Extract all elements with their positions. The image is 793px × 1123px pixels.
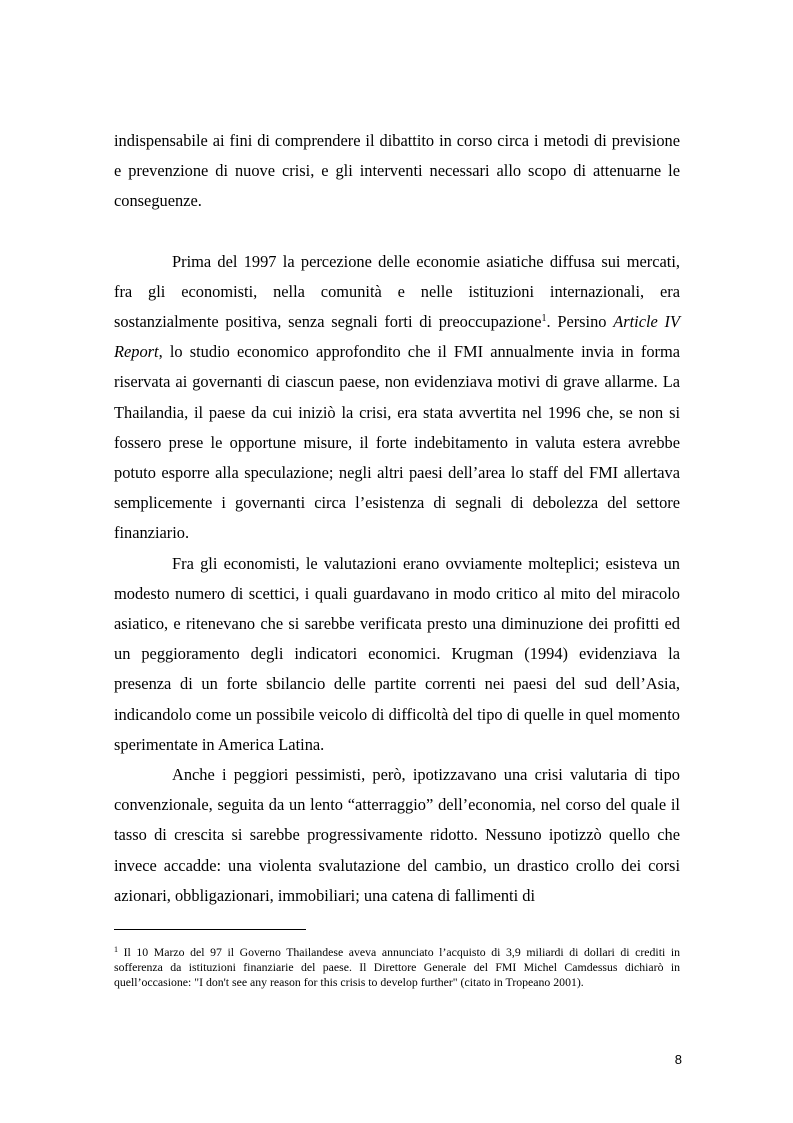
paragraph-asian-economies-perception [114,247,680,549]
page-number: 8 [674,1052,682,1067]
footnote-reference[interactable]: 1 [541,313,547,325]
footnote-separator [114,929,306,930]
report-title-italic: Article IV Report [114,312,680,362]
paragraph-pessimists: Anche i peggiori pessimisti, però, ipotizzavano una crisi valutaria di tipo convenzionale, seguita da un lento “atterraggio” dell’economia, nel corso del quale il tasso di crescita si sarebbe progressivamente ridotto. Nessuno ipotizzò quello che invece accadde: una violenta svalutazione del cambio, un drastico crollo dei corsi azionari, obbligazionari, immobiliari; una catena di fallimenti di [114,765,680,905]
paragraph-economists-views: Fra gli economisti, le valutazioni erano ovviamente molteplici; esisteva un modesto numero di scettici, i quali guardavano in modo critico al mito del miracolo asiatico, e ritenevano che si sarebbe verificata presto una diminuzione dei profitti ed un peggioramento degli indicatori economici. Krugman (1994) evidenziava la presenza di un forte sbilancio delle partite correnti nei paesi del sud dell’Asia, indicandolo come un possibile veicolo di difficoltà del tipo di quelle in quel momento sperimentate in America Latina. [114,553,680,754]
footnote [114,945,680,991]
paragraph-text: Prima del 1997 la percezione delle economie asiatiche diffusa sui mercati, fra gli economisti, nella comunità e nelle istituzioni internazionali, era sostanzialmente positiva, senza segnali forti di preoccupazione [114,251,680,332]
main-text [114,126,680,911]
paragraph-continuation: indispensabile ai fini di comprendere il dibattito in corso circa i metodi di previsione e prevenzione di nuove crisi, e gli interventi necessari allo scopo di attenuarne le conseguenze. [114,131,680,211]
paragraph-text: . Persino [546,312,614,332]
paragraph-text: , lo studio economico approfondito che il FMI annualmente invia in forma riservata ai governanti di ciascun paese, non evidenziava motivi di grave allarme. La Thailandia, il paese da cui iniziò la crisi, era stata avvertita nel 1996 che, se non si fossero prese le opportune misure, il forte indebitamento in valuta estera avrebbe potuto esporre alla speculazione; negli altri paesi dell’area lo staff del FMI allertava semplicemente i governanti circa l’esistenza di segnali di debolezza del settore finanziario. [114,342,680,543]
footnote-number: 1 [114,945,118,954]
footnote-text: Il 10 Marzo del 97 il Governo Thailandese aveva annunciato l’acquisto di 3,9 miliardi di dollari di crediti in sofferenza da istituzioni finanziarie del paese. Il Direttore Generale del FMI Michel Camdessus dichiarò in quell’occasione: "I don't see any reason for this crisis to develop further" (citato in Tropeano 2001). [114,945,680,990]
paragraph-gap [114,217,680,247]
